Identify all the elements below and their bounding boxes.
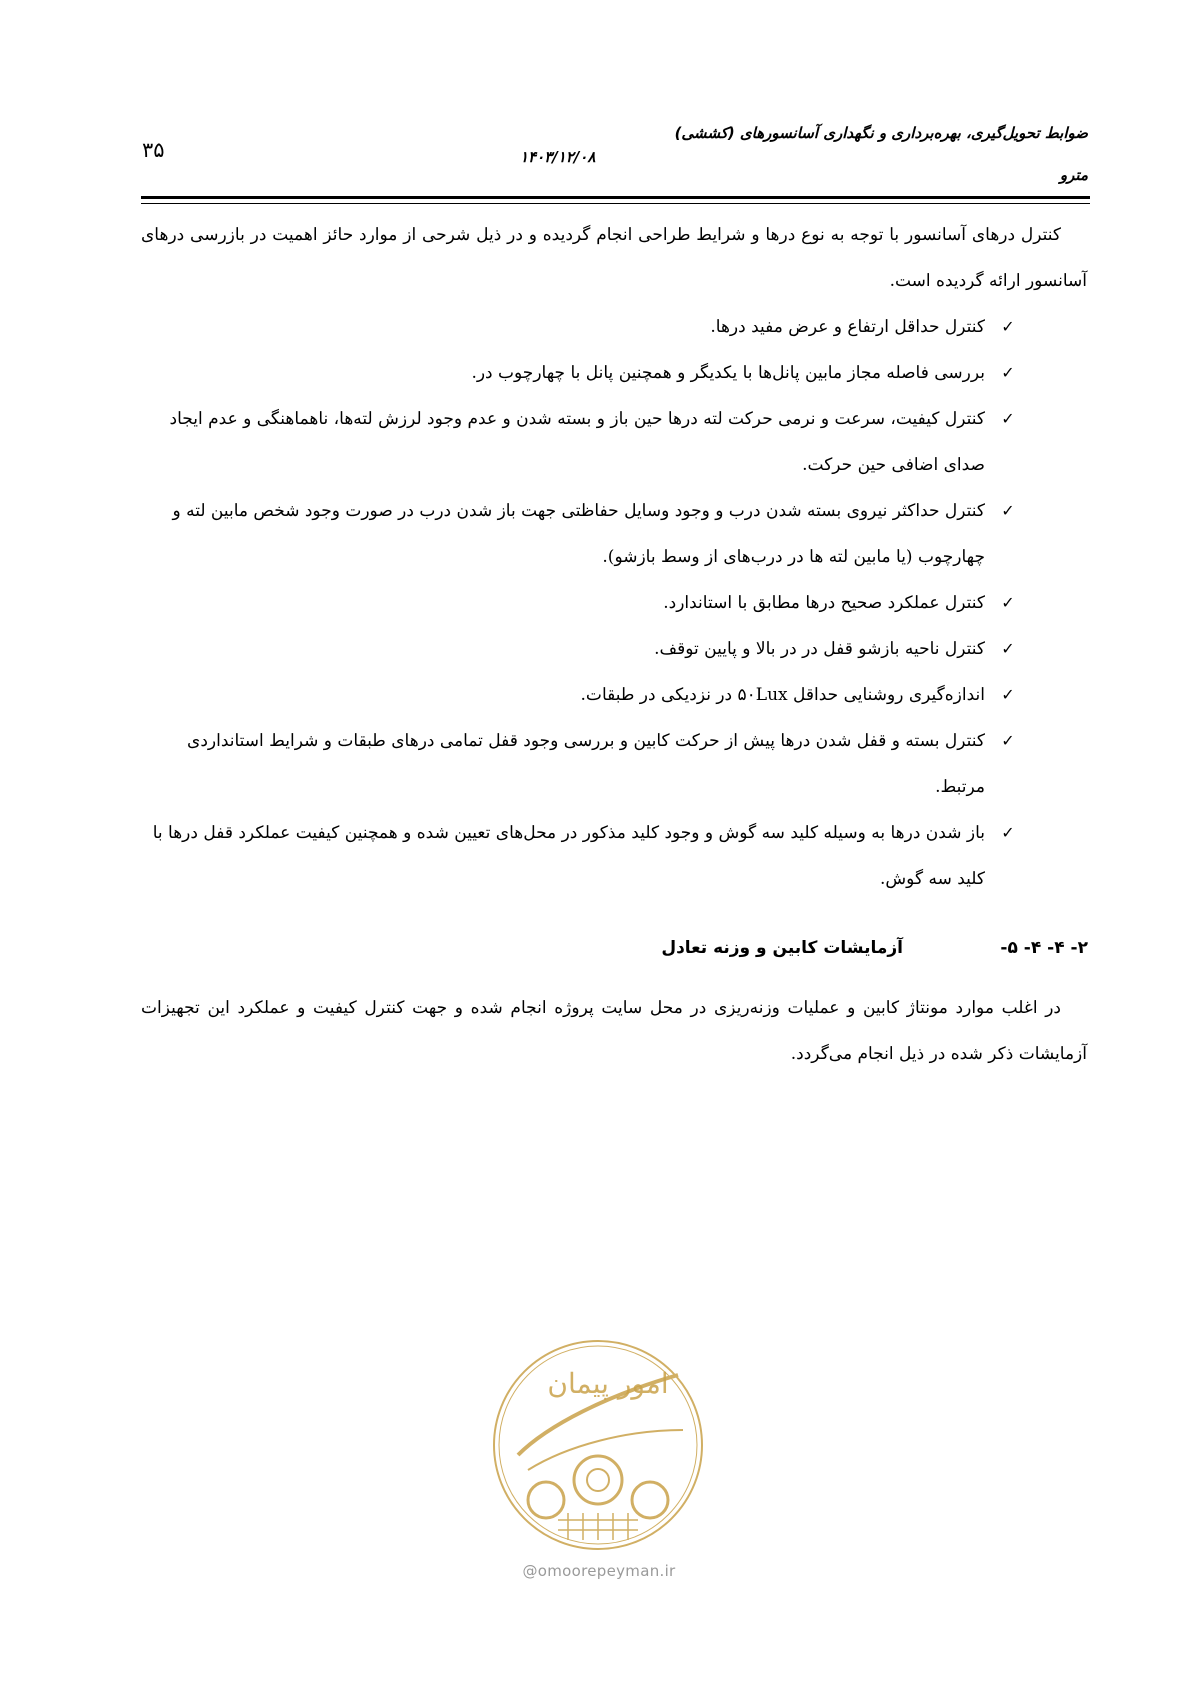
body-text — [141, 212, 1087, 902]
checklist-item — [141, 304, 1087, 350]
check-icon: ✓ — [1001, 685, 1015, 704]
page-number: ۳۵ — [142, 138, 165, 162]
checklist-item — [141, 810, 1087, 902]
omoorepeyman-seal-logo — [488, 1335, 708, 1555]
checklist-item-text: کنترل عملکرد صحیح درها مطابق با استاندارد. — [663, 593, 985, 613]
checklist-item — [141, 580, 1087, 626]
checklist-item-text: بررسی فاصله مجاز مابین پانل‌ها با یکدیگر و همچنین پانل با چهارچوب در. — [471, 363, 985, 383]
checklist-item-text: کنترل کیفیت، سرعت و نرمی حرکت لته درها حین باز و بسته شدن و عدم وجود لرزش لته‌ها، ناهماهنگی و عدم ایجاد صدای اضافی حین حرکت. — [169, 409, 985, 475]
section-body — [141, 985, 1087, 1077]
checklist-item-text: اندازه‌گیری روشنایی حداقل ۵۰Lux در نزدیکی در طبقات. — [580, 685, 985, 705]
seal-text: امور پیمان — [547, 1367, 669, 1400]
checklist-item — [141, 350, 1087, 396]
section-paragraph: در اغلب موارد مونتاژ کابین و عملیات وزنه‌ریزی در محل سایت پروژه انجام شده و جهت کنترل کیفیت و عملکرد این تجهیزات آزمایشات ذکر شده در ذیل انجام می‌گردد. — [141, 998, 1087, 1064]
check-icon: ✓ — [1001, 731, 1015, 750]
checklist-item — [141, 626, 1087, 672]
check-icon: ✓ — [1001, 823, 1015, 842]
section-title: آزمایشات کابین و وزنه تعادل — [661, 938, 903, 958]
header-rule-thin — [141, 203, 1090, 204]
checklist-item-text: کنترل بسته و قفل شدن درها پیش از حرکت کابین و بررسی وجود قفل تمامی درهای طبقات و شرایط استانداردی مرتبط. — [187, 731, 985, 797]
checklist-item-text: باز شدن درها به وسیله کلید سه گوش و وجود کلید مذکور در محل‌های تعیین شده و همچنین کیفیت عملکرد قفل درها با کلید سه گوش. — [152, 823, 985, 889]
check-icon: ✓ — [1001, 363, 1015, 382]
header-rule-thick — [141, 196, 1090, 199]
header-date: ۱۴۰۳/۱۲/۰۸ — [520, 148, 596, 166]
door-inspection-checklist — [141, 304, 1087, 902]
checklist-item — [141, 672, 1087, 718]
check-icon: ✓ — [1001, 317, 1015, 336]
check-icon: ✓ — [1001, 593, 1015, 612]
checklist-item — [141, 718, 1087, 810]
intro-paragraph: کنترل درهای آسانسور با توجه به نوع درها و شرایط طراحی انجام گردیده و در ذیل شرحی از موارد حائز اهمیت در بازرسی درهای آسانسور ارائه گردیده است. — [141, 225, 1087, 291]
header-title: ضوابط تحویل‌گیری، بهره‌برداری و نگهداری آسانسورهای (کششی) مترو — [674, 124, 1088, 184]
check-icon: ✓ — [1001, 409, 1015, 428]
checklist-item — [141, 396, 1087, 488]
section-heading — [628, 938, 1088, 978]
section-number: ۲- ۴- ۴- ۵- — [1000, 938, 1088, 958]
checklist-item-text: کنترل حداقل ارتفاع و عرض مفید درها. — [710, 317, 985, 337]
check-icon: ✓ — [1001, 501, 1015, 520]
check-icon: ✓ — [1001, 639, 1015, 658]
checklist-item — [141, 488, 1087, 580]
seal-url: @omoorepeyman.ir — [522, 1562, 676, 1580]
checklist-item-text: کنترل حداکثر نیروی بسته شدن درب و وجود وسایل حفاظتی جهت باز شدن درب در صورت وجود شخص مابین لته و چهارچوب (یا مابین لته ها در درب‌های از وسط بازشو). — [172, 501, 985, 567]
checklist-item-text: کنترل ناحیه بازشو قفل در در بالا و پایین توقف. — [654, 639, 985, 659]
